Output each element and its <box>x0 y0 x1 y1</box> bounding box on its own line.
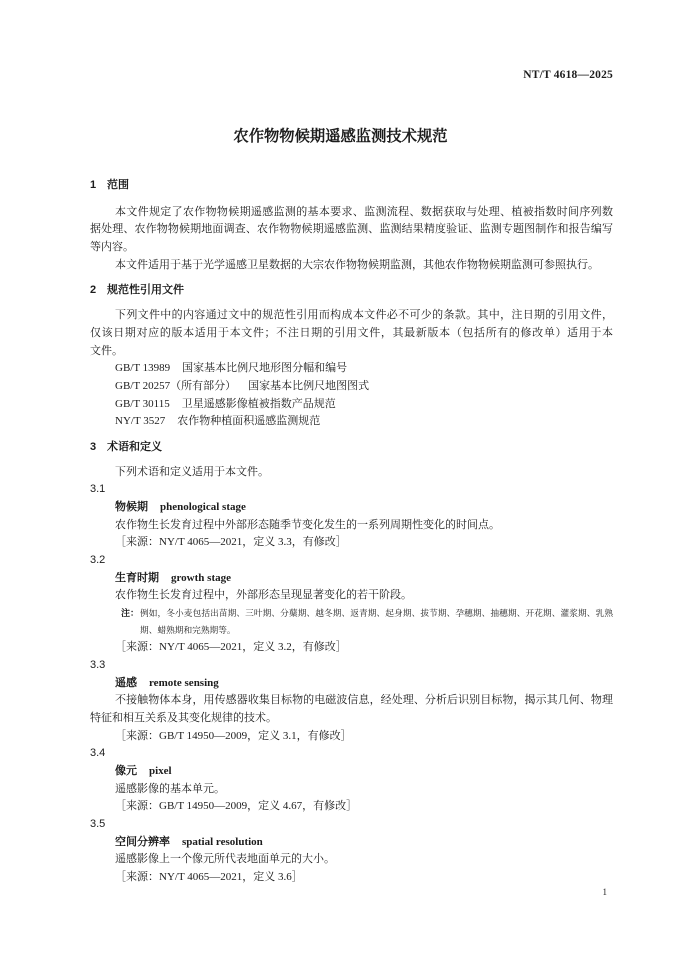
term-english: growth stage <box>171 571 231 584</box>
term-entry <box>90 657 613 745</box>
definition-text: 农作物生长发育过程中，外部形态呈现显著变化的若干阶段。 <box>115 589 412 602</box>
reference-code: GB/T 30115 <box>115 397 170 410</box>
section-scope <box>90 177 613 274</box>
term-chinese: 遥感 <box>115 676 137 689</box>
source-citation: ［来源：NY/T 4065—2021，定义 3.6］ <box>115 871 303 884</box>
clause-number: 3.2 <box>90 554 106 567</box>
paragraph-line: 本文件规定了农作物物候期遥感监测的基本要求、监测流程、数据获取与处理、植被指数时间序列数 <box>115 205 613 218</box>
page-number: 1 <box>602 887 607 897</box>
section-title: 规范性引用文件 <box>107 284 184 297</box>
reference-item <box>90 396 613 414</box>
definition-text: 农作物生长发育过程中外部形态随季节变化发生的一系列周期性变化的时间点。 <box>115 518 500 531</box>
paragraph-line: 文件。 <box>90 344 123 357</box>
term-entry <box>90 481 613 552</box>
section-number: 3 <box>90 440 97 453</box>
paragraph-line: 本文件适用于基于光学遥感卫星数据的大宗农作物物候期监测，其他农作物物候期监测可参照执行。 <box>115 258 599 271</box>
note-line: 例如，冬小麦包括出苗期、三叶期、分蘖期、越冬期、返青期、起身期、拔节期、孕穗期、抽穗期、开花期、灌浆期、乳熟 <box>140 608 613 619</box>
paragraph-line: 据处理、农作物物候期地面调查、农作物物候期遥感监测、监测结果精度验证、监测专题图制作和报告编写 <box>90 223 613 236</box>
section-title: 范围 <box>107 179 129 191</box>
note-label: 注： <box>121 608 140 619</box>
document-body <box>90 177 613 887</box>
section-heading <box>90 282 613 300</box>
note-line: 期、蜡熟期和完熟期等。 <box>140 625 236 636</box>
source-citation: ［来源：NY/T 4065—2021，定义 3.2，有修改］ <box>115 641 347 654</box>
document-title: 农作物物候期遥感监测技术规范 <box>233 128 448 145</box>
reference-item <box>90 413 613 431</box>
section-number: 1 <box>90 179 97 191</box>
reference-title: 农作物种植面积遥感监测规范 <box>177 415 321 428</box>
source-citation: ［来源：GB/T 14950—2009，定义 4.67，有修改］ <box>115 800 358 813</box>
term-line <box>90 499 613 517</box>
paragraph-line: 下列文件中的内容通过文中的规范性引用而构成本文件必不可少的条款。其中，注日期的引用文件， <box>115 309 613 322</box>
clause-number: 3.4 <box>90 747 106 760</box>
source-citation: ［来源：NY/T 4065—2021，定义 3.3，有修改］ <box>115 536 347 549</box>
reference-item <box>90 378 613 396</box>
paragraph <box>90 307 613 360</box>
section-heading <box>90 177 613 195</box>
reference-title: 国家基本比例尺地形图分幅和编号 <box>182 362 348 375</box>
term-entry <box>90 816 613 887</box>
section-heading <box>90 439 613 457</box>
document-code: NT/T 4618—2025 <box>523 69 613 81</box>
paragraph-line: 仅该日期对应的版本适用于本文件；不注日期的引用文件，其最新版本（包括所有的修改单）适用于本 <box>90 326 613 339</box>
term-english: remote sensing <box>149 676 219 689</box>
clause-number: 3.3 <box>90 658 106 671</box>
term-entry <box>90 745 613 816</box>
term-chinese: 物候期 <box>115 501 148 513</box>
paragraph-line: 等内容。 <box>90 241 134 254</box>
paragraph <box>90 204 613 257</box>
term-line <box>90 675 613 693</box>
definition-text: 遥感影像上一个像元所代表地面单元的大小。 <box>115 853 335 866</box>
paragraph <box>90 257 613 275</box>
term-english: phenological stage <box>160 501 246 513</box>
source-citation: ［来源：GB/T 14950—2009，定义 3.1，有修改］ <box>115 729 352 742</box>
reference-list <box>90 360 613 431</box>
clause-number: 3.5 <box>90 818 106 830</box>
definition-text: 遥感影像的基本单元。 <box>115 782 225 795</box>
term-chinese: 空间分辨率 <box>115 835 170 848</box>
term-line <box>90 834 613 852</box>
reference-code: GB/T 13989 <box>115 362 171 375</box>
term-chinese: 生育时期 <box>115 571 159 584</box>
clause-number: 3.1 <box>90 483 106 496</box>
term-chinese: 像元 <box>115 764 137 777</box>
reference-code: NY/T 3527 <box>115 415 166 428</box>
reference-item <box>90 360 613 378</box>
term-english: spatial resolution <box>182 835 263 848</box>
term-english: pixel <box>149 764 172 777</box>
section-number: 2 <box>90 284 97 297</box>
term-line <box>90 763 613 781</box>
section-terms-definitions <box>90 439 613 887</box>
reference-title: 卫星遥感影像植被指数产品规范 <box>181 397 336 410</box>
term-line <box>90 570 613 588</box>
section-normative-references <box>90 282 613 431</box>
definition-text: 不接触物体本身，用传感器收集目标物的电磁波信息，经处理、分析后识别目标物，揭示其几何、物理 <box>115 694 613 707</box>
section-title: 术语和定义 <box>107 440 162 453</box>
note-block <box>121 605 613 639</box>
reference-code: GB/T 20257（所有部分） <box>115 379 237 392</box>
paragraph-line: 下列术语和定义适用于本文件。 <box>115 465 269 478</box>
definition-text: 特征和相互关系及其变化规律的技术。 <box>90 711 277 724</box>
term-entry <box>90 552 613 657</box>
reference-title: 国家基本比例尺地图图式 <box>248 379 370 392</box>
